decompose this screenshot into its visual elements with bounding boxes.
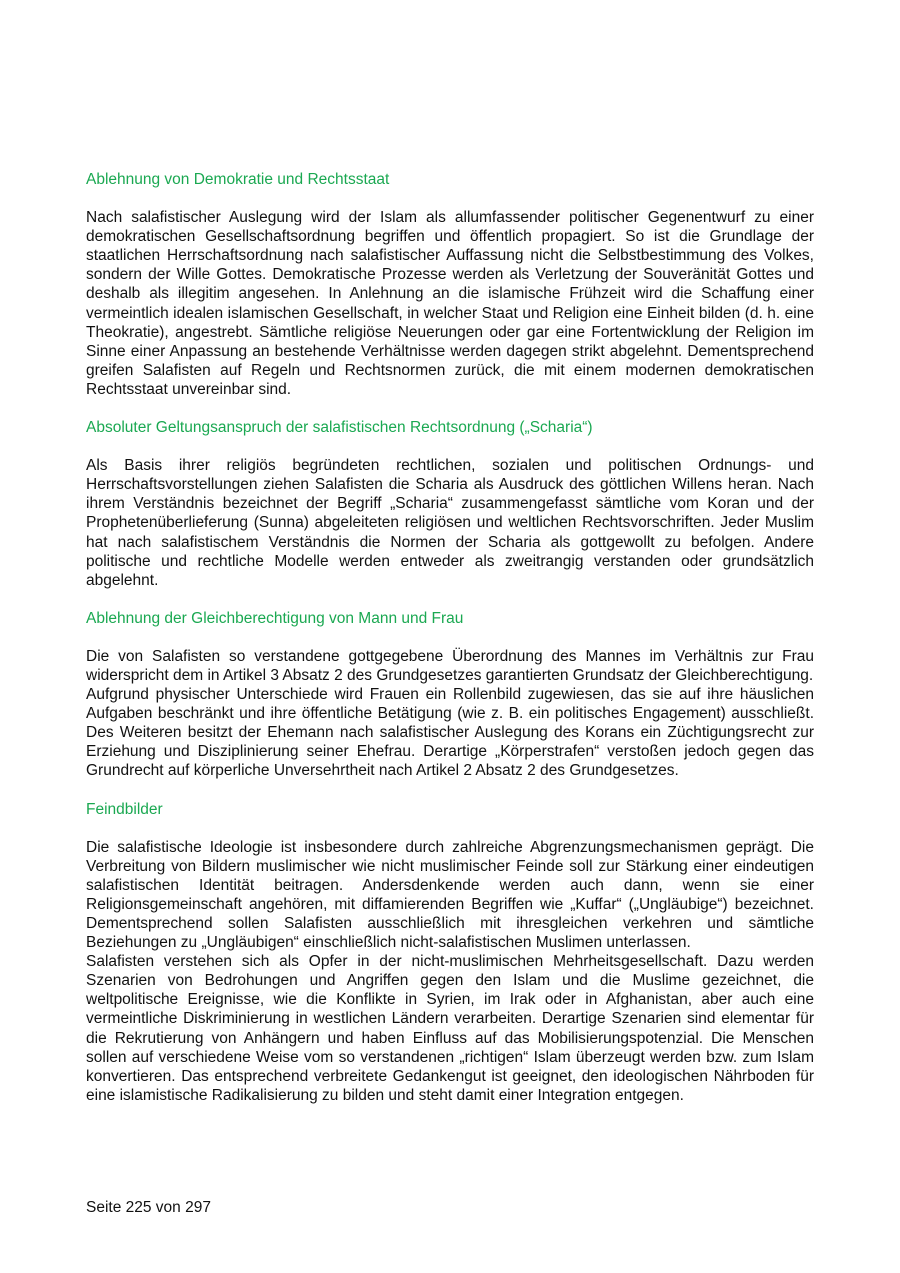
section-enemy-images — [86, 800, 814, 1105]
document-page — [86, 170, 814, 1124]
paragraph: Die von Salafisten so verstandene gottgegebene Überordnung des Mannes im Verhältnis zur Frau widerspricht dem in Artikel 3 Absatz 2 des Grundgesetzes garantierten Grundsatz der Gleichberechtigung. — [86, 647, 814, 684]
section-equality — [86, 609, 814, 781]
paragraph: Als Basis ihrer religiös begründeten rechtlichen, sozialen und politischen Ordnungs- und Herrschaftsvorstellungen ziehen Salafisten die Scharia als Ausdruck des göttlichen Willens heran. Nach ihrem Verständnis bezeichnet der Begriff „Scharia“ zusammengefasst sämtliche vom Koran und der Prophetenüberlieferung (Sunna) abgeleiteten religiösen und weltlichen Rechtsvorschriften. Jeder Muslim hat nach salafistischem Verständnis die Normen der Scharia als gottgewollt zu befolgen. Andere politische und rechtliche Modelle werden entweder als zweitrangig verstanden oder grundsätzlich abgelehnt. — [86, 457, 814, 589]
paragraph: Nach salafistischer Auslegung wird der Islam als allumfassender politischer Gegenentwurf zu einer demokratischen Gesellschaftsordnung begriffen und öffentlich propagiert. So ist die Grundlage der staatlichen Herrschaftsordnung nach salafistischer Auffassung nicht die Selbstbestimmung des Volkes, sondern der Wille Gottes. Demokratische Prozesse werden als Verletzung der Souveränität Gottes und deshalb als illegitim angesehen. In Anlehnung an die islamische Frühzeit wird die Schaffung einer vermeintlich idealen islamischen Gesellschaft, in welcher Staat und Religion eine Einheit bilden (d. h. eine Theokratie), angestrebt. Sämtliche religiöse Neuerungen oder gar eine Fortentwicklung der Religion im Sinne einer Anpassung an bestehende Verhältnisse werden dagegen strikt abgelehnt. Dementsprechend greifen Salafisten auf Regeln und Rechtsnormen zurück, die mit einem modernen demokratischen Rechtsstaat unvereinbar sind. — [86, 209, 814, 398]
page-number: Seite 225 von 297 — [86, 1199, 211, 1216]
section-heading: Ablehnung von Demokratie und Rechtsstaat — [86, 171, 390, 188]
paragraph: Aufgrund physischer Unterschiede wird Frauen ein Rollenbild zugewiesen, das sie auf ihre häuslichen Aufgaben beschränkt und ihre öffentliche Betätigung (wie z. B. ein politisches Engagement) ausschließt. Des Weiteren besitzt der Ehemann nach salafistischer Auslegung des Korans ein Züchtigungsrecht zur Erziehung und Disziplinierung seiner Ehefrau. Derartige „Körperstrafen“ verstoßen jedoch gegen das Grundrecht auf körperliche Unversehrtheit nach Artikel 2 Absatz 2 des Grundgesetzes. — [86, 686, 814, 780]
section-heading: Feindbilder — [86, 800, 163, 818]
section-heading: Ablehnung der Gleichberechtigung von Mann und Frau — [86, 609, 464, 627]
section-heading: Absoluter Geltungsanspruch der salafistischen Rechtsordnung („Scharia“) — [86, 419, 593, 437]
paragraph: Salafisten verstehen sich als Opfer in der nicht-muslimischen Mehrheitsgesellschaft. Dazu werden Szenarien von Bedrohungen und Angriffen gegen den Islam und die Muslime gezeichnet, die weltpolitische Ereignisse, wie die Konflikte in Syrien, im Irak oder in Afghanistan, aber auch eine vermeintliche Diskriminierung in westlichen Ländern verarbeiten. Derartige Szenarien sind elementar für die Rekrutierung von Anhängern und haben Einfluss auf das Mobilisierungspotenzial. Die Menschen sollen auf verschiedene Weise vom so verstandenen „richtigen“ Islam überzeugt werden bzw. zum Islam konvertieren. Das entsprechend verbreitete Gedankengut ist geeignet, den ideologischen Nährboden für eine islamistische Radikalisierung zu bilden und steht damit einer Integration entgegen. — [86, 953, 814, 1104]
section-democracy — [86, 170, 814, 399]
paragraph: Die salafistische Ideologie ist insbesondere durch zahlreiche Abgrenzungsmechanismen geprägt. Die Verbreitung von Bildern muslimischer wie nicht muslimischer Feinde soll zur Stärkung einer eindeutigen salafistischen Identität beitragen. Andersdenkende werden auch dann, wenn sie einer Religionsgemeinschaft angehören, mit diffamierenden Begriffen wie „Kuffar“ („Ungläubige“) bezeichnet. Dementsprechend sollen Salafisten ausschließlich mit ihresgleichen verkehren und sämtliche Beziehungen zu „Ungläubigen“ einschließlich nicht-salafistischen Muslimen unterlassen. — [86, 838, 814, 952]
section-scharia — [86, 418, 814, 590]
